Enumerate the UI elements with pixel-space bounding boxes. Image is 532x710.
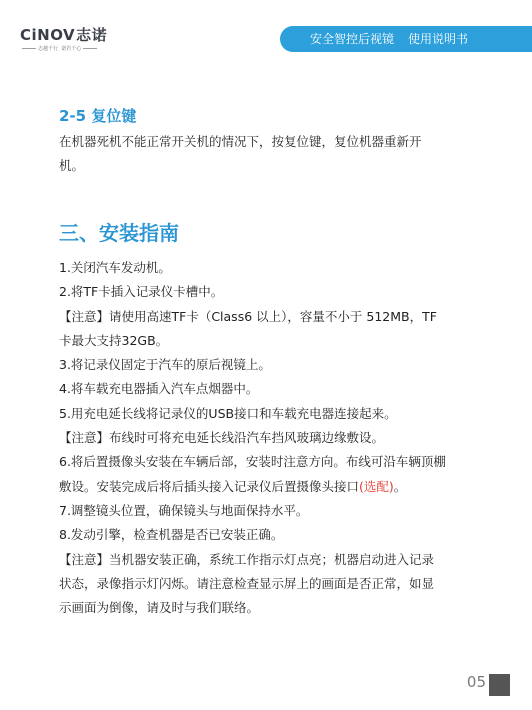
header-manual-title: 使用说明书 bbox=[408, 32, 469, 46]
step-line: 5.用充电延长线将记录仪的USB接口和车载充电器连接起来。 bbox=[59, 405, 397, 421]
step-line: 1.关闭汽车发动机。 bbox=[59, 260, 171, 275]
install-steps bbox=[59, 256, 479, 620]
step-text: 敷设。安装完成后将后插头接入记录仪后置摄像头接口 bbox=[59, 478, 360, 494]
note-line: 示画面为倒像，请及时与我们联络。 bbox=[59, 600, 260, 616]
note-line: 【注意】当机器安装正确，系统工作指示灯点亮；机器启动进入记录 bbox=[59, 551, 435, 567]
brand-latin: CiNOV bbox=[20, 26, 76, 44]
page-marker-block bbox=[489, 674, 510, 696]
note-line: 状态，录像指示灯闪烁。请注意检查显示屏上的画面是否正常，如显 bbox=[59, 575, 435, 591]
brand-slogan bbox=[20, 46, 99, 52]
step-line bbox=[59, 475, 479, 499]
step-line: 2.将TF卡插入记录仪卡槽中。 bbox=[59, 284, 224, 300]
header-title-band bbox=[280, 26, 532, 52]
optional-tag: (选配) bbox=[359, 478, 394, 494]
step-line: 8.发动引擎，检查机器是否已安装正确。 bbox=[59, 527, 284, 543]
step-text-end: 。 bbox=[393, 478, 407, 494]
step-line: 3.将记录仪固定于汽车的原后视镜上。 bbox=[59, 357, 271, 373]
slogan-divider-left bbox=[22, 48, 36, 49]
header-product-title: 安全智控后视镜 bbox=[310, 32, 395, 46]
section-body-line-2: 机。 bbox=[59, 158, 85, 173]
page-number: 05 bbox=[466, 673, 486, 691]
section-body-line-1: 在机器死机不能正常开关机的情况下，按复位键，复位机器重新开 bbox=[59, 134, 422, 149]
chapter-heading-install-guide: 三、安装指南 bbox=[59, 221, 179, 245]
brand-chinese: 志诺 bbox=[76, 26, 108, 44]
step-line: 7.调整镜头位置，确保镜头与地面保持水平。 bbox=[59, 502, 309, 518]
note-line: 【注意】请使用高速TF卡（Class6 以上），容量不小于 512MB，TF bbox=[59, 308, 437, 324]
brand-name bbox=[20, 26, 107, 44]
note-line: 【注意】布线时可将充电延长线沿汽车挡风玻璃边缘敷设。 bbox=[59, 430, 385, 446]
note-line: 卡最大支持32GB。 bbox=[59, 332, 169, 348]
slogan-left: 志越千行 bbox=[38, 46, 59, 52]
section-heading-reset: 2-5 复位键 bbox=[59, 107, 137, 125]
slogan-divider-right bbox=[83, 48, 97, 49]
brand-logo bbox=[20, 26, 130, 56]
step-line: 4.将车载充电器插入汽车点烟器中。 bbox=[59, 381, 259, 397]
step-line: 6.将后置摄像头安装在车辆后部，安装时注意方向。布线可沿车辆顶棚 bbox=[59, 454, 446, 470]
slogan-right: 诺若千心 bbox=[61, 46, 82, 52]
